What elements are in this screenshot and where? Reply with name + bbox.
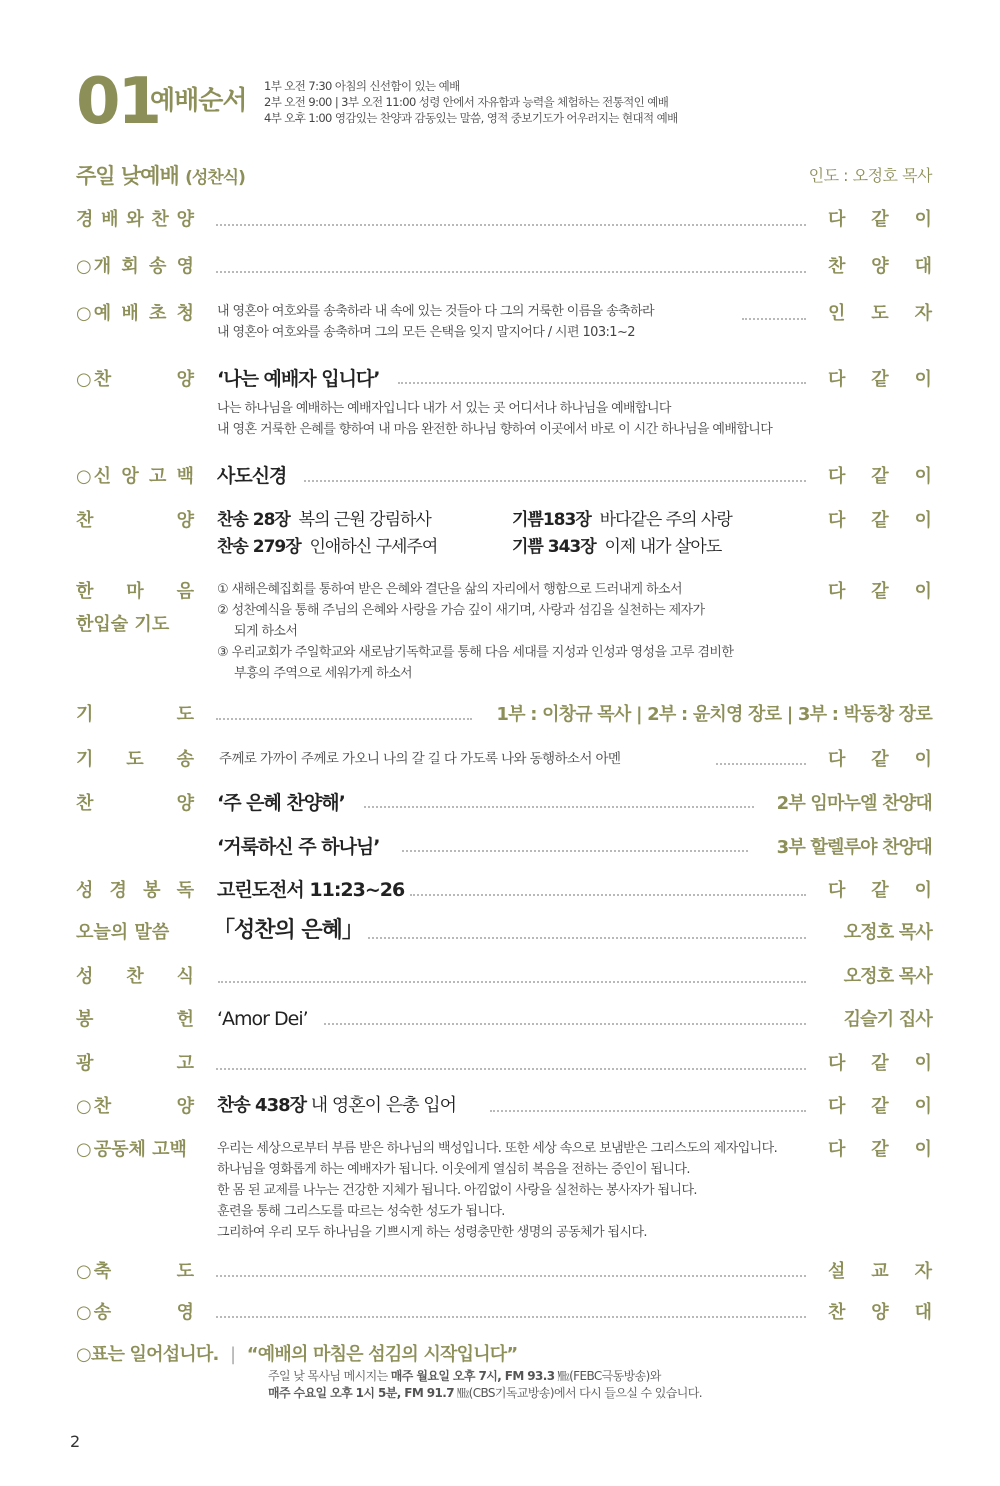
- label-char: 찬: [93, 369, 112, 390]
- role-all: [828, 1095, 932, 1119]
- hymn-3: [217, 535, 437, 559]
- role-choir: [828, 1301, 932, 1325]
- footer-note: [76, 1340, 517, 1366]
- section-number: 01: [76, 65, 160, 139]
- role-all: [828, 580, 932, 604]
- call-line-2: 내 영혼아 여호와를 송축하며 그의 모든 은택을 잊지 말지어다 / 시편 103:1~2: [217, 325, 635, 340]
- role-all: [828, 208, 932, 232]
- broadcast-info: [268, 1368, 702, 1402]
- hymn-number: 찬송 279장: [217, 537, 301, 557]
- prayer-item-2: ② 성찬예식을 통해 주님의 은혜와 사랑을 가슴 깊이 새기며, 사랑과 섬김을 실천하는 제자가: [217, 603, 705, 618]
- hymn-title: 복의 근원 강림하사: [298, 510, 431, 530]
- leader-dots: [716, 763, 806, 765]
- broadcast-text: ㎒(CBS기독교방송)에서 다시 들으실 수 있습니다.: [454, 1386, 702, 1400]
- role-all: [828, 1052, 932, 1076]
- label-char: 앙: [121, 466, 139, 487]
- label-char: 회: [121, 256, 139, 277]
- leader-dots: [216, 271, 806, 273]
- leader-dots: [398, 382, 806, 384]
- label-char: 양: [871, 1302, 889, 1323]
- label-char: 교: [871, 1261, 889, 1282]
- label-announcements: [76, 1052, 194, 1076]
- label-char: 양: [176, 369, 194, 390]
- label-char: 배: [101, 209, 119, 230]
- label-char: 같: [871, 749, 889, 770]
- label-char: 같: [871, 1139, 889, 1160]
- lyrics-line-2: 내 영혼 거룩한 은혜를 향하여 내 마음 완전한 하나님 향하여 이곳에서 바로 이 시간 하나님을 예배합니다: [217, 422, 773, 437]
- label-char: 양: [871, 256, 889, 277]
- broadcast-text: 주일 낮 목사님 메시지는: [268, 1369, 391, 1383]
- label-char: 한: [76, 581, 94, 602]
- stand-mark: ○: [76, 1302, 92, 1323]
- leader-dots: [402, 850, 748, 852]
- label-doxology: [76, 1301, 194, 1325]
- hymn-title: 내 영혼이 은총 입어: [310, 1095, 457, 1116]
- label-char: 다: [828, 1053, 846, 1074]
- label-benediction: [76, 1260, 194, 1284]
- praise-lyrics: [217, 398, 772, 440]
- stand-mark: ○: [76, 466, 92, 487]
- section-title: 예배순서: [150, 86, 247, 116]
- label-char: 고: [176, 1053, 194, 1074]
- prayer-leaders: 1부 : 이창규 목사 | 2부 : 윤치영 장로 | 3부 : 박동창 장로: [496, 704, 932, 725]
- label-char: 예: [93, 303, 112, 324]
- communion-officiant: 오정호 목사: [843, 966, 932, 987]
- role-all: [828, 465, 932, 489]
- label-char: 대: [914, 256, 932, 277]
- label-text: 공동체 고백: [93, 1139, 187, 1160]
- stand-mark: ○: [76, 1261, 92, 1282]
- hymn-2: [512, 508, 732, 532]
- label-prayer-song: [76, 748, 194, 772]
- leader-dots: [216, 718, 472, 720]
- hymn-number: 기쁨 343장: [512, 537, 596, 557]
- leader-dots: [364, 806, 754, 808]
- page-number: 2: [70, 1432, 81, 1451]
- closing-hymn: [217, 1094, 456, 1118]
- label-char: 같: [871, 581, 889, 602]
- label-char: 이: [914, 1053, 932, 1074]
- label-char: 기: [76, 704, 94, 725]
- hymn-title: 이제 내가 살아도: [604, 537, 722, 557]
- label-char: 다: [828, 1096, 846, 1117]
- label-char: 도: [176, 1261, 194, 1282]
- role-leader: [828, 302, 932, 326]
- confession-line-5: 그리하여 우리 모두 하나님을 기쁘시게 하는 성령충만한 생명의 공동체가 됩시다.: [217, 1225, 647, 1240]
- confession-line-1: 우리는 세상으로부터 부름 받은 하나님의 백성입니다. 또한 세상 속으로 보냄받은 그리스도의 제자입니다.: [217, 1141, 778, 1156]
- label-char: 찬: [76, 510, 94, 531]
- broadcast-time: 매주 수요일 오후 1시 5분, FM 91.7: [268, 1386, 454, 1400]
- label-text: [94, 1095, 194, 1119]
- stand-mark: ○: [76, 369, 92, 390]
- stand-mark: ○: [76, 1139, 92, 1160]
- label-char: 경: [76, 209, 94, 230]
- label-char: 같: [871, 880, 889, 901]
- label-char: 같: [871, 209, 889, 230]
- label-char: 송: [148, 256, 167, 277]
- label-call-to-worship: [76, 302, 194, 326]
- praise-song-title: ‘나는 예배자 입니다’: [217, 368, 380, 390]
- confession-line-2: 하나님을 영화롭게 하는 예배자가 됩니다. 이웃에게 열심히 복음을 전하는 증인이 됩니다.: [217, 1162, 690, 1177]
- label-char: 인: [828, 303, 846, 324]
- anthem-2-choir: 3부 할렐루야 찬양대: [776, 837, 932, 858]
- label-char: 경: [109, 880, 127, 901]
- label-char: 다: [828, 510, 846, 531]
- prayer-items: [217, 579, 733, 684]
- label-one-voice-prayer: 한입술 기도: [76, 614, 170, 635]
- label-char: 이: [914, 581, 932, 602]
- label-char: 찬: [828, 1302, 846, 1323]
- hymn-title: 바다같은 주의 사랑: [599, 510, 732, 530]
- label-char: 다: [828, 880, 846, 901]
- sermon-title: 「성찬의 은혜」: [213, 918, 363, 943]
- leader-dots: [368, 937, 806, 939]
- stand-note: ○표는 일어섭니다.: [76, 1344, 219, 1365]
- label-char: 봉: [143, 880, 161, 901]
- apostles-creed: 사도신경: [217, 465, 287, 487]
- offering-performer: 김슬기 집사: [843, 1009, 932, 1030]
- prayer-item-2-cont: 되게 하소서: [234, 624, 298, 639]
- role-all: [828, 879, 932, 903]
- community-confession-text: [217, 1138, 777, 1243]
- service-name: 주일 낮예배: [76, 164, 179, 188]
- label-char: 찬: [76, 793, 94, 814]
- label-char: 다: [828, 1139, 846, 1160]
- role-all: [828, 1138, 932, 1162]
- label-char: 찬: [151, 209, 169, 230]
- broadcast-line-1: [268, 1368, 702, 1385]
- label-char: 양: [176, 793, 194, 814]
- call-line-1: 내 영혼아 여호와를 송축하라 내 속에 있는 것들아 다 그의 거룩한 이름을 송축하라: [217, 304, 655, 319]
- label-char: 와: [126, 209, 144, 230]
- stand-mark: ○: [76, 256, 92, 277]
- prayer-item-3-cont: 부흥의 주역으로 세워가게 하소서: [234, 666, 413, 681]
- label-char: 도: [176, 704, 194, 725]
- label-char: 이: [914, 209, 932, 230]
- label-text: [94, 368, 194, 392]
- leader-dots: [742, 318, 806, 320]
- label-char: 찬: [93, 1096, 112, 1117]
- anthem-2-title: ‘거룩하신 주 하나님’: [217, 836, 380, 858]
- label-char: 송: [176, 749, 194, 770]
- service-leader: 인도 : 오정호 목사: [808, 166, 932, 185]
- label-scripture-reading: [76, 879, 194, 903]
- role-all: [828, 748, 932, 772]
- label-praise-worship: [76, 208, 194, 232]
- label-char: 찬: [126, 966, 144, 987]
- call-to-worship-text: [217, 301, 654, 343]
- offering-song: ‘Amor Dei’: [217, 1008, 308, 1030]
- label-communion: [76, 965, 194, 989]
- label-opening-doxology: [76, 255, 194, 279]
- label-char: 청: [176, 303, 194, 324]
- label-char: 독: [176, 880, 194, 901]
- label-char: 이: [914, 1139, 932, 1160]
- confession-line-4: 훈련을 통해 그리스도를 따르는 성숙한 성도가 됩니다.: [217, 1204, 505, 1219]
- service-title: [76, 160, 245, 190]
- label-char: 도: [871, 303, 889, 324]
- anthem-1-choir: 2부 임마누엘 찬양대: [776, 793, 932, 814]
- service-times: [264, 78, 678, 126]
- label-char: 설: [828, 1261, 846, 1282]
- label-hymns: [76, 509, 194, 533]
- label-char: 축: [93, 1261, 112, 1282]
- confession-line-3: 한 몸 된 교제를 나누는 건강한 지체가 됩니다. 아낌없이 사랑을 실천하는 봉사자가 됩니다.: [217, 1183, 697, 1198]
- service-time-3: 4부 오후 1:00 영감있는 찬양과 감동있는 말씀, 영적 중보기도가 어우러지는 현대적 예배: [264, 111, 678, 125]
- leader-dots: [216, 1316, 806, 1318]
- label-char: 양: [176, 1096, 194, 1117]
- label-char: 같: [871, 1053, 889, 1074]
- footer-motto: “예배의 마침은 섬김의 시작입니다”: [246, 1344, 518, 1365]
- label-char: 양: [176, 209, 194, 230]
- prayer-song-text: 주께로 가까이 주께로 가오니 나의 갈 길 다 가도록 나와 동행하소서 아멘: [219, 751, 621, 767]
- label-char: 같: [871, 466, 889, 487]
- label-community-confession: [76, 1138, 194, 1162]
- scripture-reference: 고린도전서 11:23~26: [217, 879, 405, 901]
- prayer-item-1: ① 새해은혜집회를 통하여 받은 은혜와 결단을 삶의 자리에서 행함으로 드러내게 하소서: [217, 582, 682, 597]
- label-char: 다: [828, 749, 846, 770]
- label-char: 이: [914, 1096, 932, 1117]
- label-one-heart: [76, 580, 194, 604]
- broadcast-line-2: [268, 1385, 702, 1402]
- label-prayer: [76, 703, 194, 727]
- label-choir-anthem: [76, 792, 194, 816]
- label-char: 같: [871, 510, 889, 531]
- anthem-1-title: ‘주 은혜 찬양해’: [217, 792, 345, 814]
- leader-dots: [490, 1110, 806, 1112]
- label-char: 찬: [828, 256, 846, 277]
- label-text: [94, 1260, 194, 1284]
- label-char: 식: [176, 966, 194, 987]
- service-time-1: 1부 오전 7:30 아침의 신선함이 있는 예배: [264, 79, 460, 93]
- label-char: 이: [914, 369, 932, 390]
- broadcast-time: 매주 월요일 오후 7시, FM 93.3: [390, 1369, 555, 1383]
- service-subtitle: (성찬식): [185, 168, 245, 188]
- label-text: [94, 465, 194, 489]
- leader-dots: [218, 981, 806, 983]
- label-char: 초: [148, 303, 167, 324]
- label-char: 성: [76, 880, 94, 901]
- leader-dots: [216, 224, 806, 226]
- hymn-1: [217, 508, 431, 532]
- stand-mark: ○: [76, 1096, 92, 1117]
- label-char: 광: [76, 1053, 94, 1074]
- leader-dots: [304, 480, 806, 482]
- label-char: 음: [176, 581, 194, 602]
- label-char: 양: [176, 510, 194, 531]
- label-closing-hymn: [76, 1095, 194, 1119]
- label-char: 자: [914, 303, 932, 324]
- label-todays-sermon: 오늘의 말씀: [76, 922, 170, 943]
- label-char: 성: [76, 966, 94, 987]
- prayer-item-3: ③ 우리교회가 주일학교와 새로남기독학교를 통해 다음 세대를 지성과 인성과 영성을 고루 겸비한: [217, 645, 734, 660]
- label-char: 고: [148, 466, 167, 487]
- label-char: 영: [176, 1302, 194, 1323]
- label-char: 헌: [176, 1009, 194, 1030]
- role-choir: [828, 255, 932, 279]
- hymn-4: [512, 535, 721, 559]
- broadcast-text: ㎒(FEBC극동방송)와: [554, 1369, 661, 1383]
- label-char: 이: [914, 466, 932, 487]
- label-offering: [76, 1008, 194, 1032]
- label-char: 같: [871, 369, 889, 390]
- leader-dots: [324, 1023, 806, 1025]
- label-char: 개: [93, 256, 112, 277]
- footer-separator: |: [230, 1344, 236, 1365]
- label-char: 다: [828, 369, 846, 390]
- hymn-number: 찬송 28장: [217, 510, 290, 530]
- stand-mark: ○: [76, 303, 92, 324]
- label-char: 기: [76, 749, 94, 770]
- label-char: 자: [914, 1261, 932, 1282]
- label-char: 다: [828, 209, 846, 230]
- label-confession: [76, 465, 194, 489]
- label-char: 같: [871, 1096, 889, 1117]
- hymn-title: 인애하신 구세주여: [309, 537, 438, 557]
- label-char: 이: [914, 749, 932, 770]
- label-char: 영: [176, 256, 194, 277]
- hymn-number: 찬송 438장: [217, 1095, 307, 1116]
- role-preacher: [828, 1260, 932, 1284]
- label-char: 배: [121, 303, 139, 324]
- service-time-2: 2부 오전 9:00 | 3부 오전 11:00 성령 안에서 자유함과 능력을 체험하는 전통적인 예배: [264, 95, 669, 109]
- role-all: [828, 509, 932, 533]
- label-char: 마: [126, 581, 144, 602]
- label-praise: [76, 368, 194, 392]
- role-all: [828, 368, 932, 392]
- label-char: 다: [828, 466, 846, 487]
- preacher: 오정호 목사: [843, 922, 932, 943]
- label-char: 다: [828, 581, 846, 602]
- label-char: 백: [176, 466, 194, 487]
- leader-dots: [216, 1275, 806, 1277]
- leader-dots: [216, 1068, 806, 1070]
- label-char: 대: [914, 1302, 932, 1323]
- label-char: 이: [914, 880, 932, 901]
- leader-dots: [410, 894, 806, 896]
- label-char: 신: [93, 466, 112, 487]
- lyrics-line-1: 나는 하나님을 예배하는 예배자입니다 내가 서 있는 곳 어디서나 하나님을 예배합니다: [217, 401, 671, 416]
- label-char: 도: [126, 749, 144, 770]
- label-text: [94, 302, 194, 326]
- label-char: 이: [914, 510, 932, 531]
- label-char: 봉: [76, 1009, 94, 1030]
- label-text: [94, 1301, 194, 1325]
- label-char: 송: [93, 1302, 112, 1323]
- label-text: [94, 255, 194, 279]
- hymn-number: 기쁨183장: [512, 510, 591, 530]
